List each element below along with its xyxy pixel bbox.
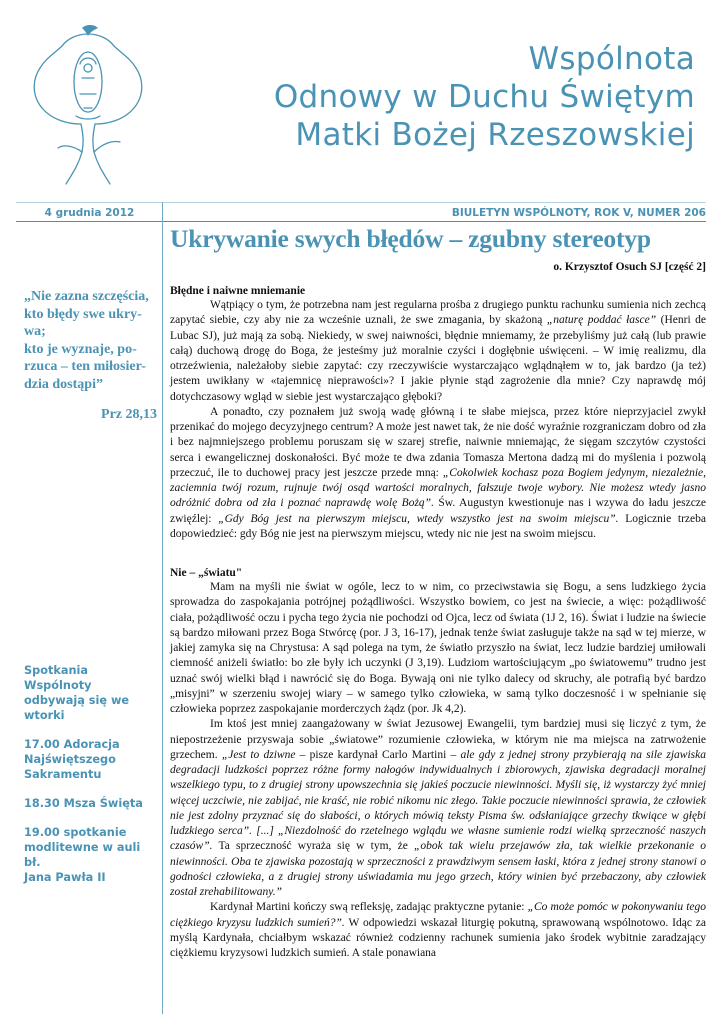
column-divider (162, 202, 163, 1014)
section-heading: Błędne i naiwne mniemanie (170, 285, 306, 297)
paragraph: Kardynał Martini kończy swą refleksję, zadając praktyczne pytanie: „Co może pomóc w pokonywaniu tego ciężkiego kryzysu ludzkich sumień?”. W odpowiedzi wskazał liturgię pokutną, sprawowaną wspólnotowo. Idąc za myślą Kardynała, chciałbym wskazać również codzienny rachunek sumienia jako środek wybitnie zaradzający ciężkiemu kryzysowi ludzkich sumień. A stale ponawiana (170, 901, 707, 959)
schedule-line: Najświętszego (24, 753, 116, 766)
article-author: o. Krzysztof Osuch SJ [część 2] (553, 261, 706, 273)
top-divider (16, 202, 706, 203)
schedule-line: modlitewne w auli bł. (24, 841, 141, 869)
paragraph: A ponadto, czy poznałem już swoją wadę główną i te słabe miejsca, przez które nieprzyjaciel zwykł przenikać do mojego decyzyjnego centrum? A może jest nawet tak, że nie dość wyraźnie rozgraniczam dobro od zła i bez najmniejszego problemu poruszam się w szarej strefie, naiwnie mniemając, że sięgam szczytów czystości serca i ewangelicznej doskonałości. Być może te dwa zdania Tomasza Mertona dadzą mi do myślenia i pozwolą przeczuć, ile to duchowej pracy jest jeszcze przede mną: „Cokolwiek kochasz poza Bogiem jedynym, niezależnie, zaciemnia twój rozum, rujnuje twój osąd wartości moralnych, fałszuje twoje wybory. Nie możesz wtedy jasno odróżnić dobra od zła i poznać naprawdę wolę Bożą”. Św. Augustyn kwestionuje nas i wzywa do ładu jeszcze zwięźlej: „Gdy Bóg jest na pierwszym miejscu, wtedy wszystko jest na swoim miejscu”. Logicznie trzeba dopowiedzieć: gdy Bóg nie jest na pierwszym miejscu, wtedy nic nie jest na swoim miejscu. (170, 405, 707, 540)
schedule-item (24, 825, 159, 885)
article-title: Ukrywanie swych błędów – zgubny stereotyp (170, 224, 651, 253)
quote-line: wa; (24, 324, 46, 339)
schedule-line: odbywają się we wtorki (24, 694, 130, 722)
paragraph: Mam na myśli nie świat w ogóle, lecz to w nim, co przeciwstawia się Bogu, a sens ludzkiego życia sprowadza do zaspokajania potrójnej pożądliwości. Wszystko bowiem, co jest na świecie, a więc: pożądliwość ciała, pożądliwość oczu i pycha tego życia nie pochodzi od Ojca, lecz od świata (1J 2, 16). Świat i ludzie na świecie są bardzo miłowani przez Boga Stwórcę (por. J 3, 16-17), jednak tenże świat zasługuje także na sąd w tej mierze, w jakiej zamyka się na Chrystusa: A sąd polega na tym, że światło przyszło na świat, lecz ludzie bardziej umiłowali ciemność aniżeli światło: bo złe były ich uczynki (J 3,19). Ludziom wartościującym „po światowemu” trudno jest uznać swój wielki błąd i nawrócić się do Boga. Bywają oni nie tylko dalecy od skruchy, ale potrafią być bardzo „misyjni” w szerzeniu swojej wiary – w samego tylko człowieka, w samą tylko doczesność i w spełnianie się człowieka poprzez zaspokajanie morderczych żądz (por. Jk 4,2). (170, 581, 706, 715)
schedule-item (24, 663, 159, 723)
quote-line: kto je wyznaje, po- (24, 341, 137, 357)
article (170, 224, 706, 961)
schedule-line: Sakramentu (24, 768, 102, 781)
meeting-schedule (24, 663, 159, 899)
quote-line: dzia dostąpi” (24, 376, 103, 392)
quote-line: rzuca – ten miłosier- (24, 359, 146, 374)
schedule-line: Jana Pawła II (24, 871, 106, 884)
header-divider (16, 221, 706, 222)
masthead-line-3: Matki Bożej Rzeszowskiej (295, 117, 695, 153)
community-logo (28, 24, 148, 186)
sidebar-quote (24, 288, 159, 393)
issue-date: 4 grudnia 2012 (44, 207, 135, 219)
paragraph: Im ktoś jest mniej zaangażowany w świat Jezusowej Ewangelii, tym bardziej musi się liczyć z tym, że niepostrzeżenie przyswaja sobie „światowe” rozumienie człowieka, w którym nie ma miejsca na zatrwożenie grzechem. „Jest to dziwne – pisze kardynał Carlo Martini – ale gdy z jednej strony przybierają na sile zjawiska degradacji ludzkości poprzez różne formy nałogów indywidualnych i zbiorowych, zjawiska degradacji moralnej wszelkiego typu, to z drugiej strony upowszechnia się jakieś poczucie niewinności. Myśli się, iż wystarczy żyć mniej więcej uczciwie, nie zabijać, nie kraść, nie robić nikomu nic złego. Takie poczucie niewinności sprawia, że człowiek nie jest zdolny przyznać się do słabości, o których mówią teksty Pisma św. odsłaniające grzechy tkwiące w głębi ludzkiego serca”. [...] „Niezdolność do rzetelnego wglądu we własne sumienie rodzi wielką sprzeczność naszych czasów”. Ta sprzeczność wyraża się w tym, że „obok tak wielu przejawów zła, tak wielkie przekonanie o niewinności. Oba te zjawiska pozostają w sprzeczności z prawdziwym sensem łaski, która z jednej strony stanowi o godności człowieka, a z drugiej strony uświadamia mu jego grzech, który winien być przebaczony, aby człowiek został zrehabilitowany.” (170, 718, 706, 898)
quote-line: kto błędy swe ukry- (24, 306, 142, 322)
masthead-line-2: Odnowy w Duchu Świętym (273, 79, 695, 115)
issue-number: BIULETYN WSPÓLNOTY, ROK V, NUMER 206 (451, 207, 706, 219)
quote-reference: Prz 28,13 (101, 407, 157, 422)
schedule-line: 18.30 Msza Święta (24, 797, 143, 810)
schedule-item (24, 796, 159, 811)
section-heading: Nie – „światu" (170, 567, 243, 579)
schedule-item (24, 737, 159, 782)
quote-line: „Nie zazna szczęścia, (24, 289, 149, 304)
masthead-line-1: Wspólnota (528, 41, 695, 77)
schedule-line: 19.00 spotkanie (24, 826, 127, 839)
schedule-line: Spotkania Wspólnoty (24, 664, 92, 692)
issue-bar (16, 205, 706, 222)
paragraph: Wątpiący o tym, że potrzebna nam jest regularna prośba z drugiego punktu rachunku sumienia nich zechcą zapytać siebie, czy aby nie za wcześnie uznali, że swe zmagania, by skażoną „naturę poddać łasce” (Henri de Lubac SJ), już mają za sobą. Niekiedy, w swej naiwności, błędnie mniemamy, że przebyliśmy już całą (lub prawie całą) duchową drogę do Boga, że jesteśmy już moralnie czyści i dogłębnie uświęceni. – W imię realizmu, dla otrzeźwienia, należałoby siebie zapytać: czy rzeczywiście wystarczająco wglądnąłem w to, jak bardzo (ja też) jestem uwikłany w «tajemnicę nieprawości»? I jakie płynie stąd zagrożenie dla mnie? Czy naprawdę mój dotychczasowy wgląd w siebie jest wystarczająco głęboki? (170, 299, 706, 403)
masthead (274, 40, 695, 154)
schedule-line: 17.00 Adoracja (24, 738, 120, 751)
